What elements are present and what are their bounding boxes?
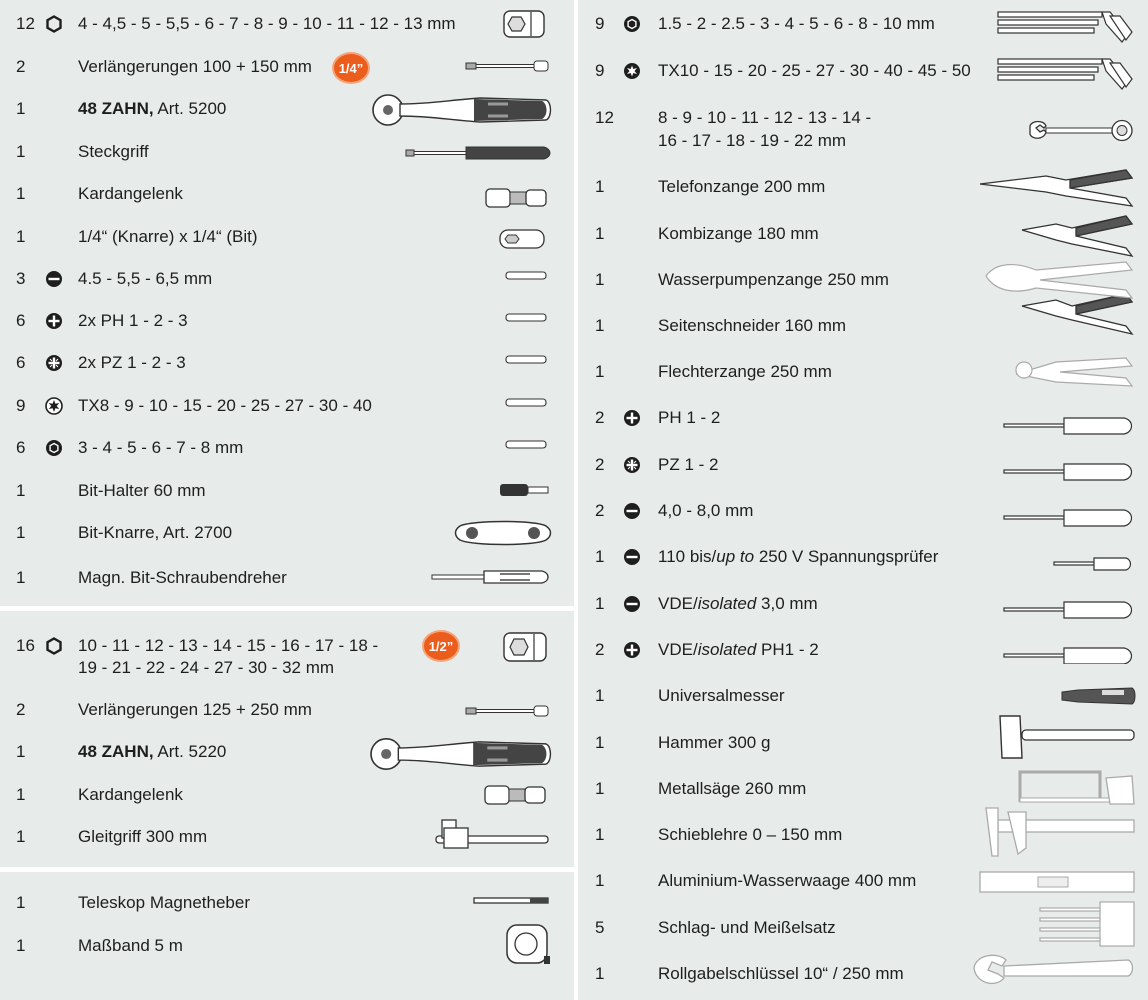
caliper-illustration — [978, 804, 1138, 860]
left2-row-0-qty: 2 — [16, 700, 26, 719]
left-row-1-text: Verlängerungen 100 + 150 mm — [78, 57, 312, 76]
left-row-3-text: Steckgriff — [78, 142, 149, 161]
right-row-0-qty: 1 — [595, 177, 605, 196]
left-row-11-text: Bit-Halter 60 mm — [78, 481, 206, 500]
right-row-2-text: Wasserpumpenzange 250 mm — [658, 270, 889, 289]
left-row-12-text: Bit-Knarre, Art. 2700 — [78, 523, 233, 542]
socket-illustration — [500, 8, 550, 40]
hex-socket-icon — [44, 636, 64, 656]
hex-key-set-illustration — [994, 8, 1138, 48]
left3-row-0-qty: 1 — [16, 893, 26, 912]
right-row-11-text: Universalmesser — [658, 686, 785, 705]
phillips-icon — [44, 311, 64, 331]
left-row-12-qty: 1 — [16, 523, 26, 542]
right-row-9-qty: 1 — [595, 594, 605, 613]
hammer-illustration — [996, 712, 1138, 762]
left-row-6-text: 4.5 - 5,5 - 6,5 mm — [78, 269, 213, 288]
left-row-1-qty: 2 — [16, 57, 26, 76]
hex-key-icon — [44, 438, 64, 458]
sliding-t-bar-illustration — [432, 814, 554, 854]
pliers-illustrations — [976, 166, 1138, 390]
quarter-inch-badge: 1/4” — [332, 52, 370, 84]
right-row-3-text: Seitenschneider 160 mm — [658, 316, 847, 335]
hacksaw-illustration — [1016, 766, 1138, 808]
left-row-4-qty: 1 — [16, 184, 26, 203]
slotted-icon — [622, 594, 642, 614]
wrench-qty: 12 — [595, 108, 614, 127]
left-row-6-qty: 3 — [16, 269, 26, 288]
right-row-5-text: PH 1 - 2 — [658, 408, 721, 427]
left2-row-1-qty: 1 — [16, 742, 26, 761]
right-row-17-text: Rollgabelschlüssel 10“ / 250 mm — [658, 964, 904, 983]
adjustable-wrench-illustration — [968, 948, 1138, 990]
spirit-level-illustration — [978, 870, 1138, 894]
left2-row-3-qty: 1 — [16, 827, 26, 846]
bit-ratchet-illustration — [452, 518, 554, 548]
left-row-13-text: Magn. Bit-Schraubendreher — [78, 568, 287, 587]
left-row-10-text: 3 - 4 - 5 - 6 - 7 - 8 mm — [78, 438, 244, 457]
phillips-icon — [622, 640, 642, 660]
left-row-4-text: Kardangelenk — [78, 184, 183, 203]
left-row-9-text: TX8 - 9 - 10 - 15 - 20 - 25 - 27 - 30 - 40 — [78, 396, 372, 415]
right-row-6-qty: 2 — [595, 455, 605, 474]
hex-key-icon — [622, 14, 642, 34]
left2-row-0-text: Verlängerungen 125 + 250 mm — [78, 700, 312, 719]
right-row-5-qty: 2 — [595, 408, 605, 427]
universal-joint-illustration — [482, 185, 552, 211]
extension-illustration — [462, 58, 552, 74]
slotted-icon — [622, 501, 642, 521]
torx-key-set-illustration — [994, 55, 1138, 95]
right-row-15-text: Aluminium-Wasserwaage 400 mm — [658, 871, 917, 890]
right-row-7-text: 4,0 - 8,0 mm — [658, 501, 754, 520]
spinner-handle-illustration — [404, 142, 554, 164]
left-row-10-qty: 6 — [16, 438, 26, 457]
socket-sizes-line2: 19 - 21 - 22 - 24 - 27 - 30 - 32 mm — [78, 658, 335, 677]
left-row-5-qty: 1 — [16, 227, 26, 246]
right-row-15-qty: 1 — [595, 871, 605, 890]
left-row-9-qty: 9 — [16, 396, 26, 415]
ratchet-illustration — [370, 92, 554, 128]
phillips-icon — [622, 408, 642, 428]
utility-knife-illustration — [1058, 684, 1138, 708]
right-row-2-qty: 1 — [595, 270, 605, 289]
hex-socket-icon — [44, 14, 64, 34]
right-row-16-qty: 5 — [595, 918, 605, 937]
wrench-sizes-line1: 8 - 9 - 10 - 11 - 12 - 13 - 14 - — [658, 108, 872, 127]
left2-row-1-text: 48 ZAHN, Art. 5220 — [78, 742, 227, 761]
screwdriver-illustrations — [1000, 408, 1138, 664]
left-row-0-text: 4 - 4,5 - 5 - 5,5 - 6 - 7 - 8 - 9 - 10 - 11 - 12 - 13 mm — [78, 14, 456, 33]
pozidriv-icon — [44, 353, 64, 373]
left-row-7-text: 2x PH 1 - 2 - 3 — [78, 311, 188, 330]
combination-wrench-illustration — [1026, 118, 1138, 144]
right-row-6-text: PZ 1 - 2 — [658, 455, 719, 474]
right-row-10-qty: 2 — [595, 640, 605, 659]
magnetic-screwdriver-illustration — [430, 566, 554, 588]
left2-row-3-text: Gleitgriff 300 mm — [78, 827, 208, 846]
left-row-13-qty: 1 — [16, 568, 26, 587]
right-row-1-text: Kombizange 180 mm — [658, 224, 819, 243]
left-row-8-qty: 6 — [16, 353, 26, 372]
left2-row-2-text: Kardangelenk — [78, 785, 183, 804]
left2-row-2-qty: 1 — [16, 785, 26, 804]
left-row-2-qty: 1 — [16, 99, 26, 118]
right-row-17-qty: 1 — [595, 964, 605, 983]
right-row-16-text: Schlag- und Meißelsatz — [658, 918, 836, 937]
right-row-8-text: 110 bis/up to 250 V Spannungsprüfer — [658, 547, 939, 566]
hex-key-qty: 9 — [595, 14, 605, 33]
bit-holder-illustration — [496, 480, 552, 500]
right-row-4-text: Flechterzange 250 mm — [658, 362, 832, 381]
left-row-7-qty: 6 — [16, 311, 26, 330]
hex-key-sizes: 1.5 - 2 - 2.5 - 3 - 4 - 5 - 6 - 8 - 10 mm — [658, 14, 935, 33]
left-row-0-qty: 12 — [16, 14, 35, 33]
wrench-sizes-line2: 16 - 17 - 18 - 19 - 22 mm — [658, 131, 847, 150]
right-row-14-qty: 1 — [595, 825, 605, 844]
left3-row-1-text: Maßband 5 m — [78, 936, 183, 955]
socket-icon — [500, 630, 552, 664]
torx-icon — [622, 61, 642, 81]
left-panel-top — [0, 0, 574, 606]
right-row-13-qty: 1 — [595, 779, 605, 798]
tape-measure-illustration — [504, 922, 552, 968]
left-row-5-text: 1/4“ (Knarre) x 1/4“ (Bit) — [78, 227, 258, 246]
torx-key-qty: 9 — [595, 61, 605, 80]
left-row-11-qty: 1 — [16, 481, 26, 500]
ratchet-illustration-2 — [368, 735, 554, 773]
universal-joint-illustration-2 — [480, 782, 552, 808]
right-row-7-qty: 2 — [595, 501, 605, 520]
chisel-set-illustration — [1036, 898, 1138, 950]
extension-illustration-2 — [462, 703, 552, 719]
right-row-1-qty: 1 — [595, 224, 605, 243]
bit-adapter-illustration — [496, 227, 552, 251]
right-row-10-text: VDE/isolated PH1 - 2 — [658, 640, 819, 659]
telescopic-magnet-illustration — [472, 894, 552, 908]
torx-key-sizes: TX10 - 15 - 20 - 25 - 27 - 30 - 40 - 45 - 50 — [658, 61, 971, 80]
right-row-11-qty: 1 — [595, 686, 605, 705]
right-row-8-qty: 1 — [595, 547, 605, 566]
left-row-8-text: 2x PZ 1 - 2 - 3 — [78, 353, 186, 372]
slotted-icon — [44, 269, 64, 289]
qty: 16 — [16, 636, 35, 655]
bit-illustrations — [500, 268, 554, 458]
socket-sizes-line1: 10 - 11 - 12 - 13 - 14 - 15 - 16 - 17 - 18 - — [78, 636, 379, 655]
left-row-2-text: 48 ZAHN, Art. 5200 — [78, 99, 227, 118]
right-row-14-text: Schieblehre 0 – 150 mm — [658, 825, 843, 844]
pozidriv-icon — [622, 455, 642, 475]
left-row-3-qty: 1 — [16, 142, 26, 161]
left3-row-0-text: Teleskop Magnetheber — [78, 893, 251, 912]
slotted-icon — [622, 547, 642, 567]
right-row-13-text: Metallsäge 260 mm — [658, 779, 807, 798]
torx-icon — [44, 396, 64, 416]
left3-row-1-qty: 1 — [16, 936, 26, 955]
right-row-12-text: Hammer 300 g — [658, 733, 771, 752]
right-row-3-qty: 1 — [595, 316, 605, 335]
right-row-12-qty: 1 — [595, 733, 605, 752]
right-row-0-text: Telefonzange 200 mm — [658, 177, 826, 196]
right-row-4-qty: 1 — [595, 362, 605, 381]
half-inch-badge: 1/2” — [422, 630, 460, 662]
right-row-9-text: VDE/isolated 3,0 mm — [658, 594, 818, 613]
